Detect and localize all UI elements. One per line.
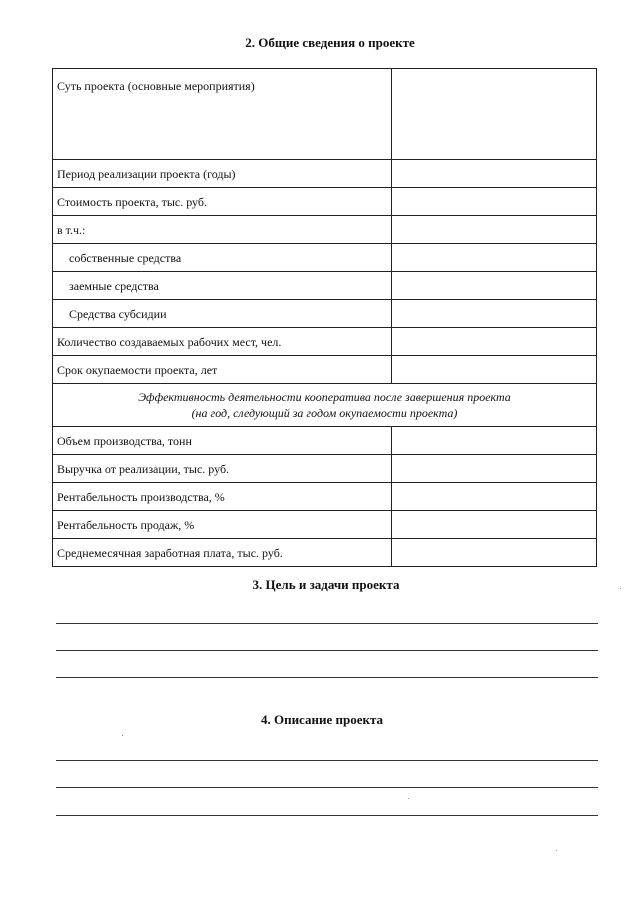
value-cell[interactable] <box>391 483 596 511</box>
value-cell[interactable] <box>391 160 596 188</box>
table-row <box>53 539 597 567</box>
efficiency-header-line2: (на год, следующий за годом окупаемости проекта) <box>191 406 458 420</box>
scan-speck <box>556 850 557 851</box>
value-cell[interactable] <box>391 511 596 539</box>
row-label: в т.ч.: <box>53 216 392 244</box>
row-label: Период реализации проекта (годы) <box>53 160 392 188</box>
goal-answer-line-2[interactable] <box>56 650 598 651</box>
row-label: собственные средства <box>53 244 392 272</box>
table-row <box>53 300 597 328</box>
scan-speck <box>408 798 409 799</box>
section-4-title: 4. Описание проекта <box>260 712 384 727</box>
value-cell[interactable] <box>391 69 596 160</box>
table-row <box>53 160 597 188</box>
value-cell[interactable] <box>391 539 596 567</box>
value-cell[interactable] <box>391 188 596 216</box>
goal-answer-line-3[interactable] <box>56 677 598 678</box>
description-answer-line-3[interactable] <box>56 815 598 816</box>
value-cell[interactable] <box>391 328 596 356</box>
row-label: Рентабельность производства, % <box>53 483 392 511</box>
value-cell[interactable] <box>391 455 596 483</box>
table-row <box>53 483 597 511</box>
row-label: Средства субсидии <box>53 300 392 328</box>
table-row <box>53 69 597 160</box>
row-label: Срок окупаемости проекта, лет <box>53 356 392 384</box>
table-row <box>53 427 597 455</box>
table-row <box>53 455 597 483</box>
row-label: Объем производства, тонн <box>53 427 392 455</box>
section-2-title: 2. Общие сведения о проекте <box>245 35 415 50</box>
table-row <box>53 511 597 539</box>
value-cell[interactable] <box>391 244 596 272</box>
description-answer-line-1[interactable] <box>56 760 598 761</box>
table-row <box>53 272 597 300</box>
value-cell[interactable] <box>391 427 596 455</box>
value-cell[interactable] <box>391 216 596 244</box>
table-row <box>53 384 597 427</box>
goal-answer-line-1[interactable] <box>56 623 598 624</box>
row-label: Стоимость проекта, тыс. руб. <box>53 188 392 216</box>
scan-speck <box>620 588 621 589</box>
table-row <box>53 328 597 356</box>
description-answer-line-2[interactable] <box>56 787 598 788</box>
section-3-title: 3. Цель и задачи проекта <box>252 577 400 592</box>
row-label: Суть проекта (основные мероприятия) <box>53 69 392 160</box>
efficiency-header-line1: Эффективность деятельности кооператива после завершения проекта <box>138 390 511 404</box>
row-label: заемные средства <box>53 272 392 300</box>
scan-speck <box>122 735 123 736</box>
table-row <box>53 188 597 216</box>
value-cell[interactable] <box>391 356 596 384</box>
row-label: Рентабельность продаж, % <box>53 511 392 539</box>
value-cell[interactable] <box>391 272 596 300</box>
row-label: Количество создаваемых рабочих мест, чел. <box>53 328 392 356</box>
project-info-table <box>52 68 597 567</box>
row-label: Среднемесячная заработная плата, тыс. руб. <box>53 539 392 567</box>
efficiency-header <box>53 384 597 427</box>
row-label: Выручка от реализации, тыс. руб. <box>53 455 392 483</box>
value-cell[interactable] <box>391 300 596 328</box>
table-row <box>53 356 597 384</box>
table-row <box>53 216 597 244</box>
table-row <box>53 244 597 272</box>
